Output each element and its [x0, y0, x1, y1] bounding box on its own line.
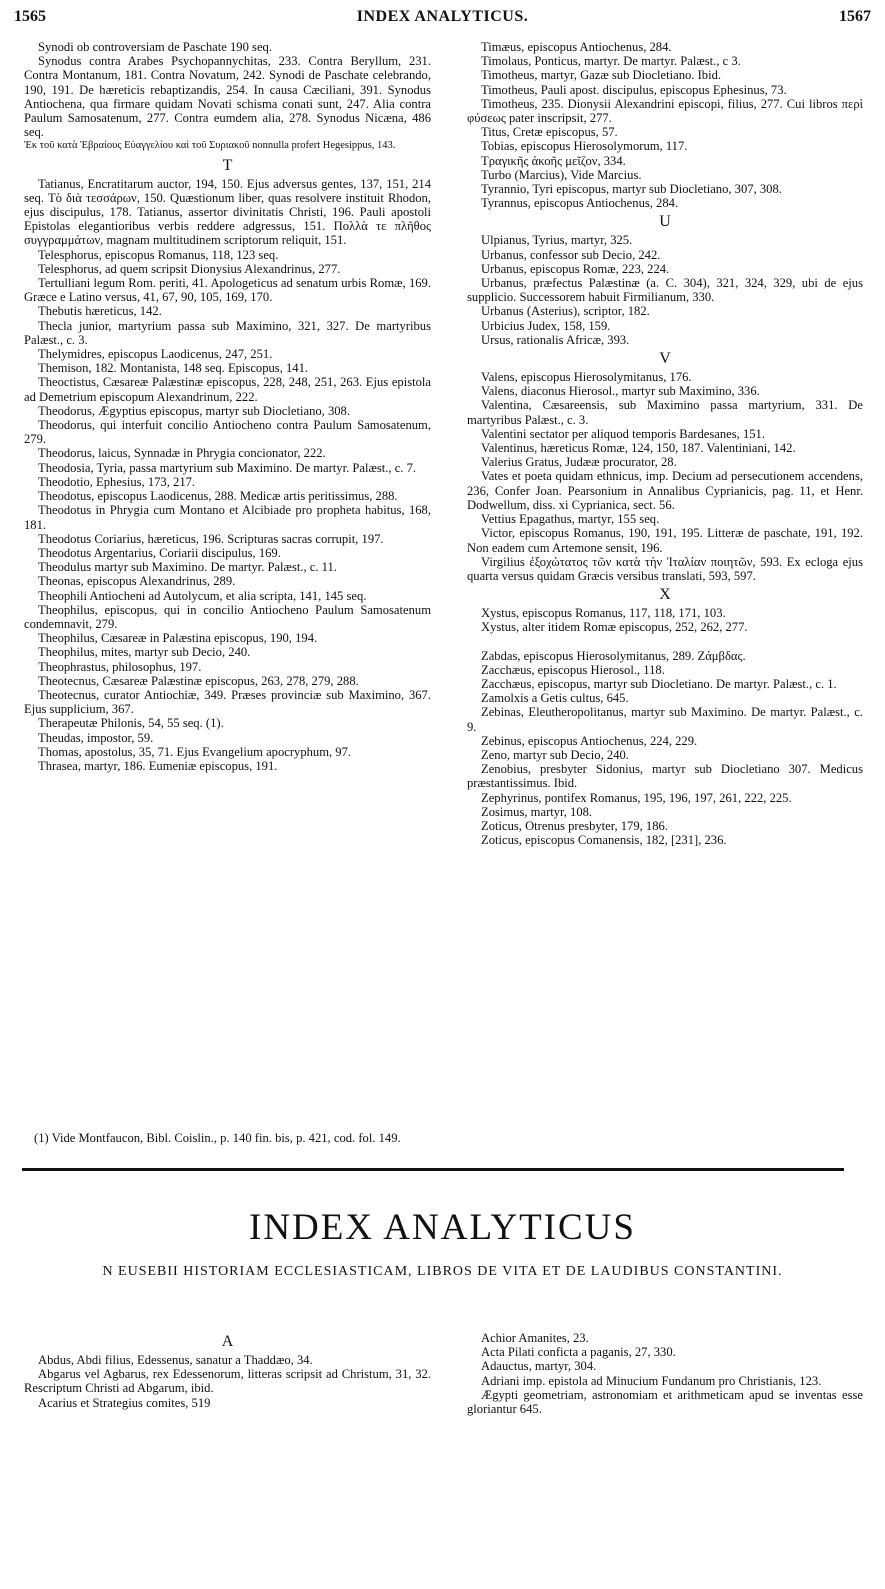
- index-entry: Vates et poeta quidam ethnicus, imp. Decium ad persecutionem accendens, 236, Confer Joan. Pearsonium in Annalibus Cyprianicis, pag. 11, et Henr. Dodwellum, diss. xi Cyprianica, sect. 56.: [467, 469, 863, 512]
- index-entry: Ursus, rationalis Africæ, 393.: [481, 332, 630, 347]
- index-column-left: [24, 40, 431, 773]
- index-entry: Zebinus, episcopus Antiochenus, 224, 229.: [481, 733, 698, 748]
- index-entry: Ulpianus, Tyrius, martyr, 325.: [481, 233, 633, 248]
- index-entry: Urbanus, confessor sub Decio, 242.: [481, 247, 661, 262]
- index-entry: Synodus contra Arabes Psychopannychitas, 233. Contra Beryllum, 231. Contra Montanum, 181. Contra Novatum, 242. Synodi de Paschate celebrando, 190, 191. De hæreticis rebaptizandis, 254. In causa Cæciliani, 391. Synodus Antiochena, qua firmare quidam Novati schisma conati sunt, 247. Alia contra Paulum Samosatenum, 277. Contra eumdem alia, 278. Synodus Nicæna, 486 seq.: [24, 54, 431, 140]
- index-entry: Zephyrinus, pontifex Romanus, 195, 196, 197, 261, 222, 225.: [481, 790, 792, 805]
- index-entry: Zosimus, martyr, 108.: [481, 804, 593, 819]
- index-entry: Thebutis hæreticus, 142.: [38, 304, 162, 319]
- index-entry: Theudas, impostor, 59.: [38, 730, 154, 745]
- index-entry: Theotecnus, Cæsareæ Palæstinæ episcopus, 263, 278, 279, 288.: [38, 673, 359, 688]
- index-entry: Urbanus, præfectus Palæstinæ (a. C. 304), 321, 324, 329, ubi de ejus supplicio. Successorem habuit Firmilianum, 330.: [467, 276, 863, 305]
- index-entry: Turbo (Marcius), Vide Marcius.: [481, 167, 642, 182]
- index-entry: Theophilus, Cæsareæ in Palæstina episcopus, 190, 194.: [38, 631, 318, 646]
- index-entry: Timæus, episcopus Antiochenus, 284.: [481, 40, 672, 54]
- index-entry: Tobias, episcopus Hierosolymorum, 117.: [481, 139, 688, 154]
- index-entry: Ἐκ τοῦ κατὰ Ἑβραίους Εὐαγγελίου καὶ τοῦ Συριακοῦ nonnulla profert Hegesippus, 143.: [24, 140, 396, 152]
- index-entry: Telesphorus, ad quem scripsit Dionysius Alexandrinus, 277.: [38, 261, 341, 276]
- second-index-title: INDEX ANALYTICUS: [249, 1207, 636, 1248]
- index-entry: Titus, Cretæ episcopus, 57.: [481, 125, 618, 140]
- index-entry: Themison, 182. Montanista, 148 seq. Episcopus, 141.: [38, 361, 309, 376]
- page-number-right: 1567: [839, 8, 871, 25]
- index-entry: Victor, episcopus Romanus, 190, 191, 195. Litteræ de paschate, 191, 192. Non eadem cum Artemone sensit, 196.: [467, 526, 863, 555]
- index-entry: Thomas, apostolus, 35, 71. Ejus Evangelium apocryphum, 97.: [38, 744, 352, 759]
- index-entry: Urbanus (Asterius), scriptor, 182.: [481, 304, 650, 319]
- index-entry: Theodotio, Ephesius, 173, 217.: [38, 474, 196, 489]
- index-entry: Theophili Antiocheni ad Autolycum, et alia scripta, 141, 145 seq.: [38, 588, 367, 603]
- index-entry: Tyrannio, Tyri episcopus, martyr sub Diocletiano, 307, 308.: [481, 182, 782, 197]
- index-entry: Τραγικῆς ἀκοῆς μεῖζον, 334.: [481, 153, 626, 168]
- index-entry: Theodotus in Phrygia cum Montano et Alcibiade pro propheta habitus, 168, 181.: [24, 503, 431, 532]
- index-entry: Acta Pilati conficta a paganis, 27, 330.: [481, 1345, 676, 1360]
- index-entry: Theodotus Coriarius, hæreticus, 196. Scripturas sacras corrupit, 197.: [38, 531, 384, 546]
- index-entry: Zoticus, episcopus Comanensis, 182, [231], 236.: [481, 833, 727, 848]
- index-entry: Zoticus, Otrenus presbyter, 179, 186.: [481, 818, 668, 833]
- section-letter: X: [659, 586, 671, 604]
- index-entry: Therapeutæ Philonis, 54, 55 seq. (1).: [38, 716, 224, 731]
- index-entry: Tatianus, Encratitarum auctor, 194, 150. Ejus adversus gentes, 137, 151, 214 seq. Τὸ διὰ τεσσάρων, 150. Quæstionum liber, quas resolvere instituit Rhodon, ejus discipulus, 178. Tatianus, assertor divinitatis Christi, 196. Pauli apostoli Epistolas elegantioribus verbis reddere adgressus, 151. Πολλὰ τε πλῆθος συγγραμμάτων, magnam multitudinem scriptorum reliquit, 151.: [24, 176, 431, 248]
- index-entry: Zamolxis a Getis cultus, 645.: [481, 691, 629, 706]
- running-header: [14, 6, 871, 32]
- index-entry: Zenobius, presbyter Sidonius, martyr sub Diocletiano 307. Medicus præstantissimus. Ibid.: [467, 762, 863, 791]
- index-entry: Theodorus, laicus, Synnadæ in Phrygia concionator, 222.: [38, 446, 326, 461]
- index-entry: Zabdas, episcopus Hierosolymitanus, 289. Ζάμβδας.: [481, 648, 746, 663]
- index-entry: Xystus, alter itidem Romæ episcopus, 252, 262, 277.: [481, 620, 748, 635]
- section-letter: A: [221, 1333, 234, 1350]
- index-entry: Valentinus, hæreticus Romæ, 124, 150, 187. Valentiniani, 142.: [481, 441, 796, 456]
- index-entry: Thecla junior, martyrium passa sub Maximino, 321, 327. De martyribus Palæst., c. 3.: [24, 318, 431, 347]
- index-entry: Vettius Epagathus, martyr, 155 seq.: [481, 512, 660, 527]
- spacer: [467, 635, 863, 649]
- index-entry: Theodotus, episcopus Laodicenus, 288. Medicæ artis peritissimus, 288.: [38, 489, 398, 504]
- section-divider: [22, 1168, 844, 1171]
- index-entry: Theophrastus, philosophus, 197.: [38, 659, 202, 674]
- second-index-subtitle: N EUSEBII HISTORIAM ECCLESIASTICAM, LIBROS DE VITA ET DE LAUDIBUS CONSTANTINI.: [102, 1264, 783, 1279]
- index-entry: Thrasea, martyr, 186. Eumeniæ episcopus, 191.: [38, 758, 278, 773]
- index-entry: Abgarus vel Agbarus, rex Edessenorum, litteras scripsit ad Christum, 31, 32. Rescriptum Christi ad Abgarum, ibid.: [24, 1367, 431, 1396]
- index-entry: Valentina, Cæsareensis, sub Maximino passa martyrium, 331. De martyribus Palæst., c. 3.: [467, 398, 863, 427]
- index-entry: Zeno, martyr sub Decio, 240.: [481, 747, 629, 762]
- index-entry: Theonas, episcopus Alexandrinus, 289.: [38, 574, 236, 589]
- index-entry: Ægypti geometriam, astronomiam et arithmeticam apud se inventas esse gloriantur 645.: [467, 1387, 863, 1417]
- index-entry: Theodosia, Tyria, passa martyrium sub Maximino. De martyr. Palæst., c. 7.: [38, 460, 417, 475]
- index-entry: Zacchæus, episcopus, martyr sub Diocletiano. De martyr. Palæst., c. 1.: [481, 676, 837, 691]
- index-entry: Urbicius Judex, 158, 159.: [481, 318, 611, 333]
- index-entry: Timolaus, Ponticus, martyr. De martyr. Palæst., c 3.: [481, 54, 741, 69]
- index-entry: Achior Amanites, 23.: [481, 1331, 589, 1345]
- section-letter: T: [222, 156, 233, 174]
- index-entry: Adauctus, martyr, 304.: [481, 1359, 597, 1374]
- index-entry: Zacchæus, episcopus Hierosol., 118.: [481, 662, 665, 677]
- index-entry: Theophilus, mites, martyr sub Decio, 240.: [38, 645, 251, 660]
- index-entry: Theodotus Argentarius, Coriarii discipulus, 169.: [38, 545, 281, 560]
- index-entry: Theodorus, qui interfuit concilio Antiocheno contra Paulum Samosatenum, 279.: [24, 418, 431, 447]
- index-entry: Synodi ob controversiam de Paschate 190 seq.: [38, 40, 272, 54]
- index-entry: Tyrannus, episcopus Antiochenus, 284.: [481, 196, 679, 211]
- index-entry: Valens, episcopus Hierosolymitanus, 176.: [481, 370, 692, 385]
- index-entry: Theodulus martyr sub Maximino. De martyr. Palæst., c. 11.: [38, 560, 337, 575]
- index-entry: Valerius Gratus, Judææ procurator, 28.: [481, 455, 677, 470]
- index-entry: Timotheus, Pauli apost. discipulus, episcopus Ephesinus, 73.: [481, 82, 787, 97]
- index-entry: Telesphorus, episcopus Romanus, 118, 123 seq.: [38, 247, 279, 262]
- index-entry: Timotheus, 235. Dionysii Alexandrini episcopi, filius, 277. Cui libros περὶ φύσεως pater inscripsit, 277.: [467, 96, 863, 126]
- index-entry: Theodorus, Ægyptius episcopus, martyr sub Diocletiano, 308.: [38, 403, 351, 418]
- index-entry: Valens, diaconus Hierosol., martyr sub Maximino, 336.: [481, 384, 760, 399]
- index-entry: Xystus, episcopus Romanus, 117, 118, 171, 103.: [481, 606, 726, 621]
- section-letter: U: [659, 213, 671, 231]
- index-entry: Valentini sectator per aliquod temporis Bardesanes, 151.: [481, 426, 765, 441]
- index-entry: Acarius et Strategius comites, 519: [38, 1395, 211, 1410]
- index-entry: Theophilus, episcopus, qui in concilio Antiocheno Paulum Samosatenum condemnavit, 279.: [24, 602, 431, 631]
- index-entry: Thelymidres, episcopus Laodicenus, 247, 251.: [38, 347, 273, 362]
- second-index-column-right: [467, 1331, 863, 1416]
- index-entry: Timotheus, martyr, Gazæ sub Diocletiano. Ibid.: [481, 68, 722, 83]
- index-entry: Virgilius ἐξοχώτατος τῶν κατὰ τὴν Ἰταλίαν ποιητῶν, 593. Ex ecloga ejus quarta versus quidam Græcis versibus translati, 593, 597.: [467, 554, 863, 583]
- index-entry: Urbanus, episcopus Romæ, 223, 224.: [481, 261, 670, 276]
- index-entry: Theotecnus, curator Antiochiæ, 349. Præses provinciæ sub Maximino, 367. Ejus supplicium, 367.: [24, 687, 431, 717]
- second-index-column-left: [24, 1330, 431, 1410]
- footnote: (1) Vide Montfaucon, Bibl. Coislin., p. 140 fin. bis, p. 421, cod. fol. 149.: [34, 1131, 401, 1145]
- header-title: INDEX ANALYTICUS.: [356, 8, 529, 25]
- index-column-right: [467, 40, 863, 847]
- page-number-left: 1565: [14, 8, 46, 25]
- index-entry: Abdus, Abdi filius, Edessenus, sanatur a Thaddæo, 34.: [38, 1353, 313, 1367]
- index-entry: Theoctistus, Cæsareæ Palæstinæ episcopus, 228, 248, 251, 263. Ejus epistola ad Demetrium episcopum Alexandrinum, 222.: [24, 375, 431, 404]
- section-letter: V: [659, 350, 671, 368]
- index-entry: Adriani imp. epistola ad Minucium Fundanum pro Christianis, 123.: [481, 1373, 822, 1388]
- index-entry: Zebinas, Eleutheropolitanus, martyr sub Maximino. De martyr. Palæst., c. 9.: [467, 705, 863, 734]
- index-entry: Tertulliani legum Rom. periti, 41. Apologeticus ad senatum urbis Romæ, 169. Græce e Latino versus, 41, 67, 90, 105, 169, 170.: [24, 276, 431, 305]
